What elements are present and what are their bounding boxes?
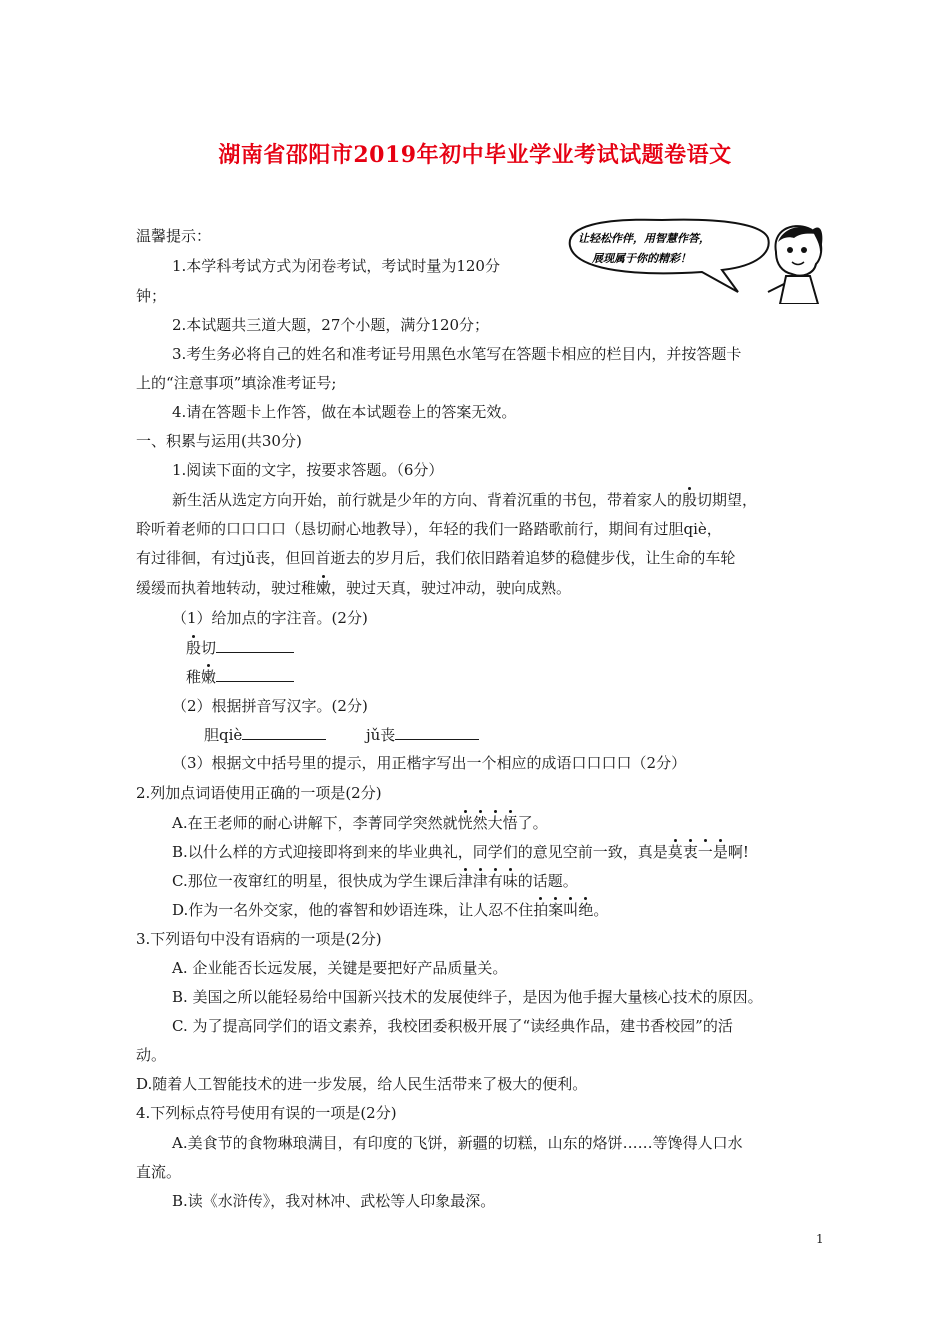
q3-option-c-line-2: 动。 (136, 1046, 167, 1064)
bubble-line-1: 让轻松作伴，用智慧作答， (578, 232, 710, 245)
tip-1b: 钟； (136, 287, 167, 305)
q1-sub2: （2）根据拼音写汉字。(2分) (172, 697, 368, 715)
q2-option-c: C.那位一夜窜红的明星，很快成为学生课后津津有味的话题。 (172, 872, 578, 890)
tip-3a: 3.考生务必将自己的姓名和准考证号用黑色水笔写在答题卡相应的栏目内，并按答题卡 (172, 345, 742, 363)
q1-sub1: （1）给加点的字注音。(2分) (172, 609, 368, 627)
answer-blank[interactable] (216, 667, 294, 682)
q1-sub1-item-a: 殷切 (186, 638, 294, 658)
girl-figure (768, 226, 822, 304)
q2-option-b: B.以什么样的方式迎接即将到来的毕业典礼，同学们的意见空前一致，真是莫衷一是啊! (172, 843, 749, 861)
q3-option-c-line-1: C. 为了提高同学们的语文素养，我校团委积极开展了“读经典作品，建书香校园”的活 (172, 1017, 733, 1035)
q4-stem: 4.下列标点符号使用有误的一项是(2分) (136, 1104, 397, 1122)
tip-3b: 上的“注意事项”填涂准考证号; (136, 374, 337, 392)
q1-passage-line-4: 缓缓而执着地转动，驶过稚嫩，驶过天真，驶过冲动，驶向成熟。 (136, 579, 572, 597)
answer-blank[interactable] (242, 725, 326, 740)
tip-4: 4.请在答题卡上作答，做在本试题卷上的答案无效。 (172, 403, 517, 421)
q1-passage-line-1: 新生活从选定方向开始，前行就是少年的方向、背着沉重的书包，带着家人的殷切期望， (172, 491, 758, 509)
section-heading: 一、积累与运用(共30分) (136, 432, 302, 450)
answer-blank[interactable] (395, 725, 479, 740)
cartoon-girl-illustration (562, 212, 824, 304)
page-number: 1 (816, 1232, 824, 1246)
q3-option-d: D.随着人工智能技术的进一步发展，给人民生活带来了极大的便利。 (136, 1075, 588, 1093)
q1-stem: 1.阅读下面的文字，按要求答题。（6分） (172, 461, 444, 479)
tip-1a: 1.本学科考试方式为闭卷考试，考试时量为120分 (172, 257, 500, 275)
q2-option-a: A.在王老师的耐心讲解下，李菁同学突然就恍然大悟了。 (172, 814, 548, 832)
q4-option-b: B.读《水浒传》，我对林冲、武松等人印象最深。 (172, 1192, 496, 1210)
page-title: 湖南省邵阳市2019年初中毕业学业考试试题卷语文 (218, 142, 732, 168)
bubble-line-2: 展现属于你的精彩！ (592, 252, 691, 265)
q2-stem: 2.列加点词语使用正确的一项是(2分) (136, 784, 382, 802)
q3-option-b: B. 美国之所以能轻易给中国新兴技术的发展使绊子，是因为他手握大量核心技术的原因。 (172, 988, 763, 1006)
tip-2: 2.本试题共三道大题，27个小题，满分120分； (172, 316, 490, 334)
q1-sub3: （3）根据文中括号里的提示，用正楷字写出一个相应的成语口口口口（2分） (172, 754, 687, 772)
q2-option-d: D.作为一名外交家，他的睿智和妙语连珠，让人忍不住拍案叫绝。 (172, 901, 609, 919)
q1-passage-line-3: 有过徘徊，有过jǔ丧，但回首逝去的岁月后，我们依旧踏着追梦的稳健步伐，让生命的车轮 (136, 549, 736, 567)
q1-sub2-item-a: 胆qiè (204, 725, 326, 745)
q4-option-a-line-1: A.美食节的食物琳琅满目，有印度的飞饼，新疆的切糕，山东的烙饼……等馋得人口水 (172, 1134, 743, 1152)
q4-option-a-line-2: 直流。 (136, 1163, 182, 1181)
q3-option-a: A. 企业能否长远发展，关键是要把好产品质量关。 (172, 959, 508, 977)
q1-sub2-item-b: jǔ丧 (366, 725, 479, 745)
q1-passage-line-2: 聆听着老师的口口口口（恳切耐心地教导），年轻的我们一路踏歌前行，期间有过胆qiè， (136, 520, 722, 538)
q3-stem: 3.下列语句中没有语病的一项是(2分) (136, 930, 382, 948)
answer-blank[interactable] (216, 638, 294, 653)
q1-sub1-item-b: 稚嫩 (186, 667, 294, 687)
tips-heading: 温馨提示： (136, 227, 212, 245)
